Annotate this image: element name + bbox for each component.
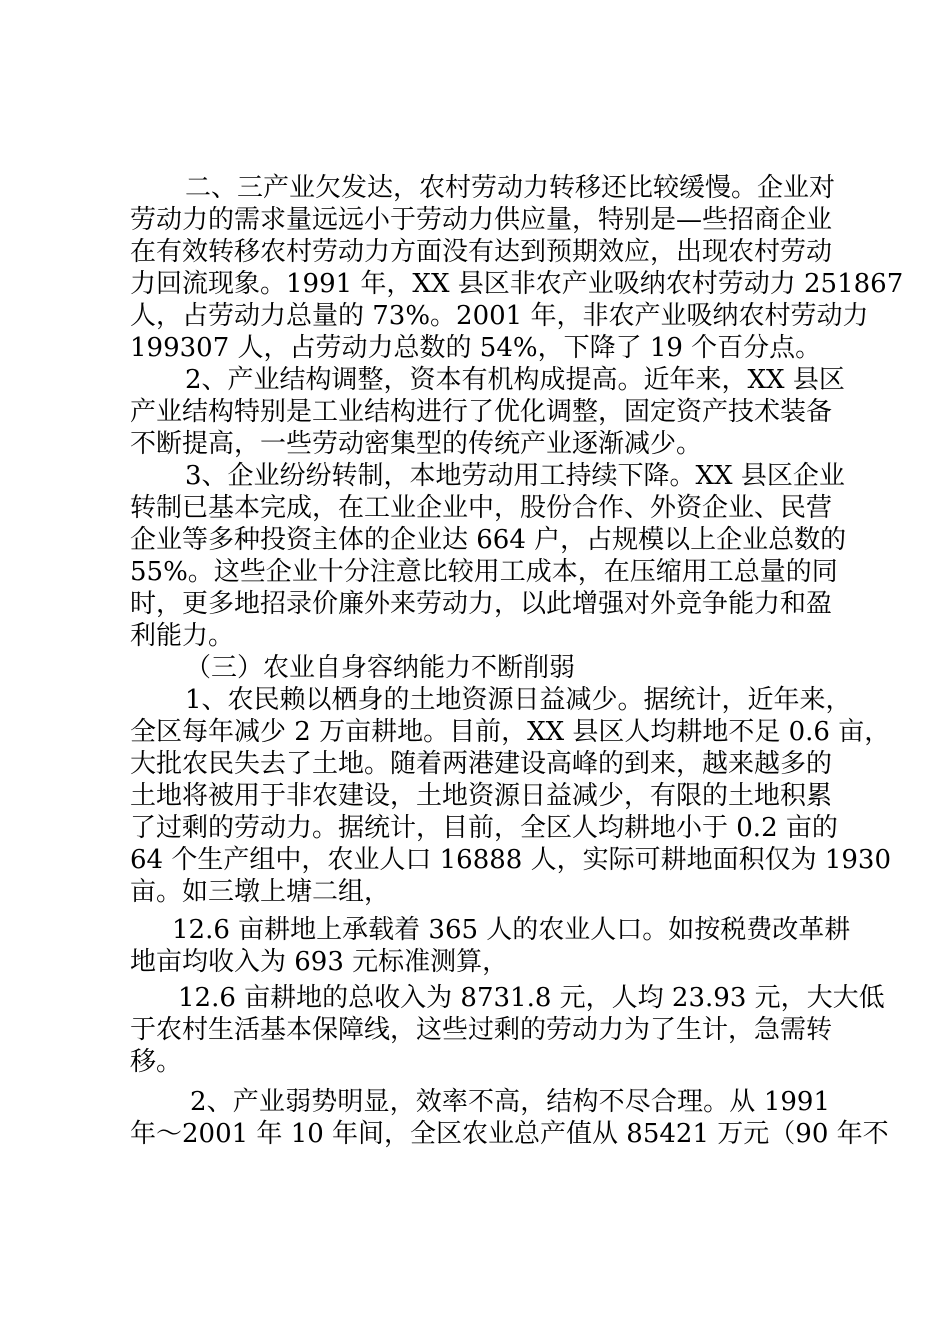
text-line: 企业等多种投资主体的企业达 664 户，占规模以上企业总数的	[130, 525, 847, 555]
text-line: 1、农民赖以栖身的土地资源日益减少。据统计，近年来，	[185, 685, 852, 715]
text-line: 2、产业弱势明显，效率不高，结构不尽合理。从 1991	[190, 1087, 830, 1117]
text-line: 全区每年减少 2 万亩耕地。目前，XX 县区人均耕地不足 0.6 亩，	[130, 717, 891, 747]
text-line: 亩。如三墩上塘二组，	[130, 877, 391, 907]
text-line: 地亩均收入为 693 元标准测算，	[130, 947, 509, 977]
text-line: 55%。这些企业十分注意比较用工成本，在压缩用工总量的同	[130, 557, 838, 587]
text-line: 不断提高，一些劳动密集型的传统产业逐渐减少。	[130, 429, 703, 459]
text-line: 力回流现象。1991 年，XX 县区非农产业吸纳农村劳动力 251867	[130, 269, 904, 299]
text-line: 土地将被用于非农建设，土地资源日益减少，有限的土地积累	[130, 781, 833, 811]
text-line: 64 个生产组中，农业人口 16888 人，实际可耕地面积仅为 1930	[130, 845, 892, 875]
text-line: 移。	[130, 1047, 183, 1077]
text-line: 转制已基本完成，在工业企业中，股份合作、外资企业、民营	[130, 493, 833, 523]
text-line: 产业结构特别是工业结构进行了优化调整，固定资产技术装备	[130, 397, 833, 427]
text-line: 3、企业纷纷转制，本地劳动用工持续下降。XX 县区企业	[185, 461, 845, 491]
text-line: 人，占劳动力总量的 73%。2001 年，非农产业吸纳农村劳动力	[130, 301, 869, 331]
text-line: 时，更多地招录价廉外来劳动力，以此增强对外竞争能力和盈	[130, 589, 833, 619]
text-line: 于农村生活基本保障线，这些过剩的劳动力为了生计，急需转	[130, 1015, 833, 1045]
text-line: 二、三产业欠发达，农村劳动力转移还比较缓慢。企业对	[185, 173, 836, 203]
text-line: 199307 人，占劳动力总数的 54%，下降了 19 个百分点。	[130, 333, 822, 363]
text-line: 了过剩的劳动力。据统计，目前，全区人均耕地小于 0.2 亩的	[130, 813, 838, 843]
text-line: 劳动力的需求量远远小于劳动力供应量，特别是—些招商企业	[130, 205, 833, 235]
text-line: 12.6 亩耕地上承载着 365 人的农业人口。如按税费改革耕	[172, 915, 851, 945]
text-line: 年～2001 年 10 年间，全区农业总产值从 85421 万元（90 年不	[130, 1119, 889, 1149]
text-line: 大批农民失去了土地。随着两港建设高峰的到来，越来越多的	[130, 749, 833, 779]
text-line: 2、产业结构调整，资本有机构成提高。近年来，XX 县区	[185, 365, 845, 395]
section-heading: （三）农业自身容纳能力不断削弱	[185, 653, 576, 683]
text-line: 在有效转移农村劳动力方面没有达到预期效应，出现农村劳动	[130, 237, 833, 267]
text-line: 12.6 亩耕地的总收入为 8731.8 元，人均 23.93 元，大大低	[178, 983, 885, 1013]
text-line: 利能力。	[130, 621, 235, 651]
